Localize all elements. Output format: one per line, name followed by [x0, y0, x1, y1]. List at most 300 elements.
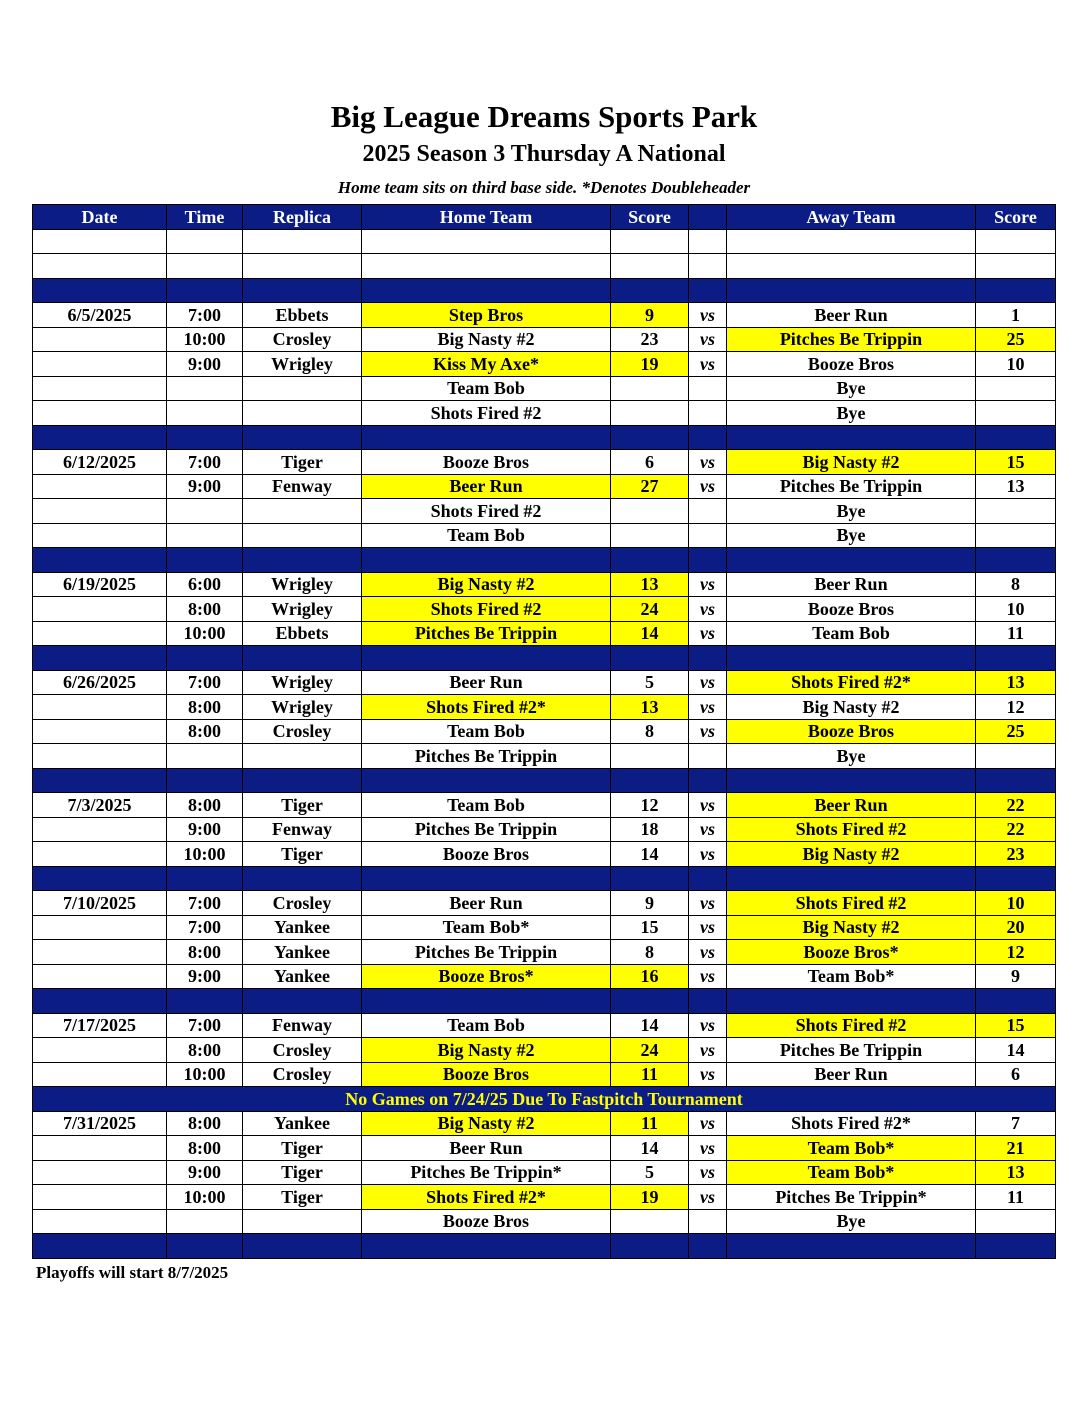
- vs-cell: [689, 499, 727, 524]
- replica-cell: Yankee: [243, 1111, 362, 1136]
- empty-cell: [33, 548, 167, 573]
- away-team-cell: Bye: [727, 401, 976, 426]
- date-cell: [33, 401, 167, 426]
- vs-cell: vs: [689, 940, 727, 965]
- away-team-cell: Bye: [727, 744, 976, 769]
- separator-row: [33, 1234, 1056, 1259]
- home-team-cell: Booze Bros: [362, 1062, 611, 1087]
- home-team-cell: Beer Run: [362, 891, 611, 916]
- separator-row: [33, 866, 1056, 891]
- away-team-cell: Beer Run: [727, 1062, 976, 1087]
- game-row: [33, 1111, 1056, 1136]
- replica-cell: Wrigley: [243, 695, 362, 720]
- date-cell: 6/19/2025: [33, 572, 167, 597]
- game-row: [33, 327, 1056, 352]
- home-team-cell: Beer Run: [362, 474, 611, 499]
- date-cell: [33, 352, 167, 377]
- home-score-cell: 14: [611, 1013, 689, 1038]
- empty-cell: [976, 989, 1056, 1014]
- time-cell: [167, 401, 243, 426]
- home-score-cell: 24: [611, 597, 689, 622]
- away-score-cell: 8: [976, 572, 1056, 597]
- game-row: [33, 915, 1056, 940]
- date-cell: [33, 1038, 167, 1063]
- page-subtitle: 2025 Season 3 Thursday A National: [362, 141, 726, 167]
- page-title: Big League Dreams Sports Park: [330, 99, 758, 134]
- home-team-cell: Team Bob: [362, 523, 611, 548]
- time-cell: 9:00: [167, 474, 243, 499]
- game-row: [33, 670, 1056, 695]
- replica-cell: Fenway: [243, 1013, 362, 1038]
- away-team-cell: Booze Bros*: [727, 940, 976, 965]
- time-cell: 7:00: [167, 915, 243, 940]
- replica-cell: Yankee: [243, 915, 362, 940]
- away-team-cell: Booze Bros: [727, 597, 976, 622]
- vs-cell: vs: [689, 327, 727, 352]
- replica-cell: Tiger: [243, 793, 362, 818]
- empty-cell: [33, 989, 167, 1014]
- date-cell: [33, 474, 167, 499]
- home-team-cell: Beer Run: [362, 1136, 611, 1161]
- replica-cell: Tiger: [243, 1160, 362, 1185]
- date-cell: [33, 1136, 167, 1161]
- bye-row: [33, 523, 1056, 548]
- replica-cell: Crosley: [243, 1038, 362, 1063]
- game-row: [33, 891, 1056, 916]
- date-cell: 6/5/2025: [33, 303, 167, 328]
- home-team-cell: Booze Bros: [362, 450, 611, 475]
- away-team-cell: Team Bob: [727, 621, 976, 646]
- empty-cell: [976, 548, 1056, 573]
- home-team-cell: Shots Fired #2*: [362, 1185, 611, 1210]
- empty-cell: [243, 548, 362, 573]
- time-cell: 8:00: [167, 1111, 243, 1136]
- away-score-cell: 14: [976, 1038, 1056, 1063]
- date-cell: 7/31/2025: [33, 1111, 167, 1136]
- away-score-cell: 22: [976, 793, 1056, 818]
- empty-cell: [689, 278, 727, 303]
- empty-cell: [167, 866, 243, 891]
- home-score-cell: 14: [611, 842, 689, 867]
- col-header-vs: [689, 205, 727, 230]
- home-score-cell: 8: [611, 719, 689, 744]
- vs-cell: vs: [689, 1038, 727, 1063]
- replica-cell: Tiger: [243, 1136, 362, 1161]
- away-score-cell: [976, 744, 1056, 769]
- home-score-cell: 19: [611, 352, 689, 377]
- empty-cell: [167, 989, 243, 1014]
- home-score-cell: 13: [611, 695, 689, 720]
- away-team-cell: Big Nasty #2: [727, 450, 976, 475]
- away-team-cell: Team Bob*: [727, 964, 976, 989]
- away-team-cell: Shots Fired #2*: [727, 670, 976, 695]
- empty-cell: [689, 254, 727, 279]
- date-cell: [33, 842, 167, 867]
- empty-cell: [727, 425, 976, 450]
- empty-cell: [727, 229, 976, 254]
- separator-row: [33, 278, 1056, 303]
- away-score-cell: 6: [976, 1062, 1056, 1087]
- away-score-cell: 13: [976, 474, 1056, 499]
- col-header-date: Date: [33, 205, 167, 230]
- away-team-cell: Shots Fired #2: [727, 1013, 976, 1038]
- game-row: [33, 303, 1056, 328]
- replica-cell: [243, 1209, 362, 1234]
- away-team-cell: Pitches Be Trippin: [727, 327, 976, 352]
- empty-cell: [727, 768, 976, 793]
- empty-cell: [362, 229, 611, 254]
- empty-cell: [33, 278, 167, 303]
- game-row: [33, 719, 1056, 744]
- vs-cell: vs: [689, 842, 727, 867]
- empty-cell: [362, 254, 611, 279]
- date-cell: [33, 964, 167, 989]
- time-cell: 7:00: [167, 670, 243, 695]
- home-team-cell: Step Bros: [362, 303, 611, 328]
- vs-cell: vs: [689, 1062, 727, 1087]
- date-cell: 7/17/2025: [33, 1013, 167, 1038]
- replica-cell: Ebbets: [243, 303, 362, 328]
- away-team-cell: Beer Run: [727, 793, 976, 818]
- replica-cell: [243, 744, 362, 769]
- away-team-cell: Pitches Be Trippin: [727, 1038, 976, 1063]
- empty-cell: [689, 425, 727, 450]
- time-cell: [167, 1209, 243, 1234]
- time-cell: 8:00: [167, 695, 243, 720]
- separator-row: [33, 989, 1056, 1014]
- away-team-cell: Bye: [727, 376, 976, 401]
- home-team-cell: Booze Bros: [362, 842, 611, 867]
- away-score-cell: [976, 1209, 1056, 1234]
- home-team-cell: Big Nasty #2: [362, 572, 611, 597]
- replica-cell: [243, 523, 362, 548]
- empty-cell: [167, 1234, 243, 1259]
- vs-cell: vs: [689, 450, 727, 475]
- empty-cell: [976, 866, 1056, 891]
- replica-cell: Tiger: [243, 842, 362, 867]
- home-team-cell: Pitches Be Trippin: [362, 621, 611, 646]
- home-team-cell: Team Bob: [362, 719, 611, 744]
- away-score-cell: 12: [976, 695, 1056, 720]
- date-cell: [33, 597, 167, 622]
- time-cell: [167, 744, 243, 769]
- vs-cell: [689, 744, 727, 769]
- home-score-cell: 5: [611, 670, 689, 695]
- empty-cell: [689, 768, 727, 793]
- empty-cell: [243, 254, 362, 279]
- empty-cell: [727, 278, 976, 303]
- game-row: [33, 474, 1056, 499]
- time-cell: 8:00: [167, 940, 243, 965]
- schedule-table: [32, 204, 1056, 1259]
- date-cell: [33, 1062, 167, 1087]
- time-cell: [167, 376, 243, 401]
- empty-cell: [167, 229, 243, 254]
- empty-cell: [167, 254, 243, 279]
- empty-cell: [243, 989, 362, 1014]
- home-team-cell: Team Bob: [362, 1013, 611, 1038]
- date-cell: [33, 1209, 167, 1234]
- game-row: [33, 572, 1056, 597]
- replica-cell: Wrigley: [243, 597, 362, 622]
- empty-cell: [243, 229, 362, 254]
- separator-row: [33, 646, 1056, 671]
- time-cell: 9:00: [167, 352, 243, 377]
- replica-cell: Crosley: [243, 327, 362, 352]
- date-cell: [33, 744, 167, 769]
- empty-cell: [611, 229, 689, 254]
- away-team-cell: Pitches Be Trippin: [727, 474, 976, 499]
- empty-cell: [727, 548, 976, 573]
- replica-cell: Crosley: [243, 1062, 362, 1087]
- empty-cell: [611, 548, 689, 573]
- vs-cell: vs: [689, 474, 727, 499]
- home-team-cell: Big Nasty #2: [362, 1038, 611, 1063]
- col-header-home-team: Home Team: [362, 205, 611, 230]
- empty-cell: [976, 278, 1056, 303]
- empty-cell: [167, 425, 243, 450]
- separator-row: [33, 768, 1056, 793]
- home-team-cell: Big Nasty #2: [362, 1111, 611, 1136]
- date-cell: [33, 523, 167, 548]
- home-score-cell: 12: [611, 793, 689, 818]
- away-team-cell: Shots Fired #2: [727, 891, 976, 916]
- game-row: [33, 1013, 1056, 1038]
- empty-cell: [243, 646, 362, 671]
- replica-cell: Yankee: [243, 940, 362, 965]
- home-score-cell: 24: [611, 1038, 689, 1063]
- home-team-cell: Big Nasty #2: [362, 327, 611, 352]
- game-row: [33, 940, 1056, 965]
- vs-cell: vs: [689, 817, 727, 842]
- date-cell: 6/26/2025: [33, 670, 167, 695]
- vs-cell: vs: [689, 964, 727, 989]
- bye-row: [33, 1209, 1056, 1234]
- away-team-cell: Beer Run: [727, 572, 976, 597]
- vs-cell: vs: [689, 572, 727, 597]
- replica-cell: Yankee: [243, 964, 362, 989]
- empty-cell: [33, 768, 167, 793]
- vs-cell: vs: [689, 352, 727, 377]
- empty-cell: [689, 1234, 727, 1259]
- vs-cell: vs: [689, 1136, 727, 1161]
- bye-row: [33, 376, 1056, 401]
- empty-cell: [167, 768, 243, 793]
- away-score-cell: 25: [976, 327, 1056, 352]
- away-score-cell: 25: [976, 719, 1056, 744]
- date-cell: [33, 817, 167, 842]
- home-score-cell: 9: [611, 891, 689, 916]
- time-cell: 7:00: [167, 1013, 243, 1038]
- home-score-cell: [611, 523, 689, 548]
- home-score-cell: 9: [611, 303, 689, 328]
- time-cell: 10:00: [167, 1185, 243, 1210]
- date-cell: 6/12/2025: [33, 450, 167, 475]
- home-score-cell: 18: [611, 817, 689, 842]
- away-score-cell: 12: [976, 940, 1056, 965]
- empty-cell: [33, 646, 167, 671]
- vs-cell: vs: [689, 1185, 727, 1210]
- home-team-cell: Team Bob: [362, 376, 611, 401]
- game-row: [33, 1136, 1056, 1161]
- home-score-cell: 27: [611, 474, 689, 499]
- time-cell: [167, 499, 243, 524]
- bye-row: [33, 401, 1056, 426]
- vs-cell: vs: [689, 670, 727, 695]
- home-team-cell: Pitches Be Trippin: [362, 940, 611, 965]
- home-team-cell: Shots Fired #2: [362, 401, 611, 426]
- col-header-away-score: Score: [976, 205, 1056, 230]
- time-cell: 7:00: [167, 303, 243, 328]
- empty-cell: [689, 229, 727, 254]
- date-cell: [33, 1185, 167, 1210]
- away-score-cell: [976, 376, 1056, 401]
- footer-note: Playoffs will start 8/7/2025: [36, 1263, 229, 1282]
- notice-text: No Games on 7/24/25 Due To Fastpitch Tournament: [33, 1087, 1056, 1112]
- home-score-cell: [611, 744, 689, 769]
- home-score-cell: 13: [611, 572, 689, 597]
- empty-cell: [167, 548, 243, 573]
- home-score-cell: 6: [611, 450, 689, 475]
- away-score-cell: 23: [976, 842, 1056, 867]
- away-score-cell: 10: [976, 352, 1056, 377]
- home-team-cell: Team Bob*: [362, 915, 611, 940]
- away-score-cell: [976, 523, 1056, 548]
- replica-cell: Crosley: [243, 891, 362, 916]
- time-cell: 10:00: [167, 327, 243, 352]
- game-row: [33, 1185, 1056, 1210]
- away-score-cell: 1: [976, 303, 1056, 328]
- home-team-cell: Booze Bros: [362, 1209, 611, 1234]
- home-team-cell: Kiss My Axe*: [362, 352, 611, 377]
- empty-cell: [243, 425, 362, 450]
- empty-cell: [33, 254, 167, 279]
- vs-cell: [689, 401, 727, 426]
- replica-cell: [243, 401, 362, 426]
- empty-cell: [243, 278, 362, 303]
- empty-cell: [167, 646, 243, 671]
- away-score-cell: [976, 401, 1056, 426]
- time-cell: 8:00: [167, 1038, 243, 1063]
- date-cell: [33, 1160, 167, 1185]
- home-score-cell: 8: [611, 940, 689, 965]
- col-header-away-team: Away Team: [727, 205, 976, 230]
- away-score-cell: 11: [976, 1185, 1056, 1210]
- empty-cell: [976, 768, 1056, 793]
- away-team-cell: Booze Bros: [727, 719, 976, 744]
- game-row: [33, 450, 1056, 475]
- game-row: [33, 597, 1056, 622]
- col-header-replica: Replica: [243, 205, 362, 230]
- date-cell: [33, 719, 167, 744]
- away-team-cell: Bye: [727, 499, 976, 524]
- game-row: [33, 817, 1056, 842]
- home-score-cell: 16: [611, 964, 689, 989]
- home-score-cell: 14: [611, 1136, 689, 1161]
- away-score-cell: 11: [976, 621, 1056, 646]
- replica-cell: [243, 499, 362, 524]
- vs-cell: vs: [689, 1160, 727, 1185]
- home-score-cell: 15: [611, 915, 689, 940]
- replica-cell: Wrigley: [243, 352, 362, 377]
- replica-cell: Fenway: [243, 817, 362, 842]
- away-score-cell: [976, 499, 1056, 524]
- vs-cell: vs: [689, 1111, 727, 1136]
- away-team-cell: Beer Run: [727, 303, 976, 328]
- vs-cell: vs: [689, 597, 727, 622]
- game-row: [33, 695, 1056, 720]
- home-team-cell: Shots Fired #2: [362, 597, 611, 622]
- empty-cell: [362, 548, 611, 573]
- empty-cell: [976, 425, 1056, 450]
- home-score-cell: [611, 1209, 689, 1234]
- empty-cell: [362, 425, 611, 450]
- vs-cell: vs: [689, 1013, 727, 1038]
- home-team-cell: Booze Bros*: [362, 964, 611, 989]
- empty-cell: [689, 646, 727, 671]
- vs-cell: vs: [689, 719, 727, 744]
- empty-cell: [33, 866, 167, 891]
- empty-cell: [362, 646, 611, 671]
- date-cell: [33, 695, 167, 720]
- schedule-body: [33, 229, 1056, 1258]
- home-score-cell: 14: [611, 621, 689, 646]
- away-score-cell: 15: [976, 1013, 1056, 1038]
- empty-cell: [33, 229, 167, 254]
- empty-cell: [689, 989, 727, 1014]
- away-score-cell: 20: [976, 915, 1056, 940]
- away-score-cell: 13: [976, 670, 1056, 695]
- away-score-cell: 15: [976, 450, 1056, 475]
- away-score-cell: 7: [976, 1111, 1056, 1136]
- away-score-cell: 10: [976, 597, 1056, 622]
- time-cell: [167, 523, 243, 548]
- replica-cell: Tiger: [243, 450, 362, 475]
- away-team-cell: Shots Fired #2*: [727, 1111, 976, 1136]
- time-cell: 8:00: [167, 719, 243, 744]
- bye-row: [33, 499, 1056, 524]
- game-row: [33, 621, 1056, 646]
- home-team-cell: Pitches Be Trippin: [362, 744, 611, 769]
- empty-cell: [362, 1234, 611, 1259]
- game-row: [33, 352, 1056, 377]
- empty-cell: [727, 989, 976, 1014]
- away-score-cell: 22: [976, 817, 1056, 842]
- home-score-cell: 11: [611, 1111, 689, 1136]
- vs-cell: vs: [689, 695, 727, 720]
- header-note: Home team sits on third base side. *Denotes Doubleheader: [337, 178, 751, 197]
- home-team-cell: Team Bob: [362, 793, 611, 818]
- replica-cell: Wrigley: [243, 572, 362, 597]
- home-team-cell: Shots Fired #2*: [362, 695, 611, 720]
- blank-row: [33, 254, 1056, 279]
- empty-cell: [611, 254, 689, 279]
- empty-cell: [243, 768, 362, 793]
- game-row: [33, 1160, 1056, 1185]
- home-team-cell: Pitches Be Trippin: [362, 817, 611, 842]
- replica-cell: [243, 376, 362, 401]
- empty-cell: [167, 278, 243, 303]
- empty-cell: [611, 425, 689, 450]
- time-cell: 10:00: [167, 842, 243, 867]
- vs-cell: vs: [689, 621, 727, 646]
- vs-cell: vs: [689, 303, 727, 328]
- empty-cell: [727, 646, 976, 671]
- vs-cell: [689, 1209, 727, 1234]
- away-team-cell: Shots Fired #2: [727, 817, 976, 842]
- date-cell: [33, 621, 167, 646]
- away-score-cell: 13: [976, 1160, 1056, 1185]
